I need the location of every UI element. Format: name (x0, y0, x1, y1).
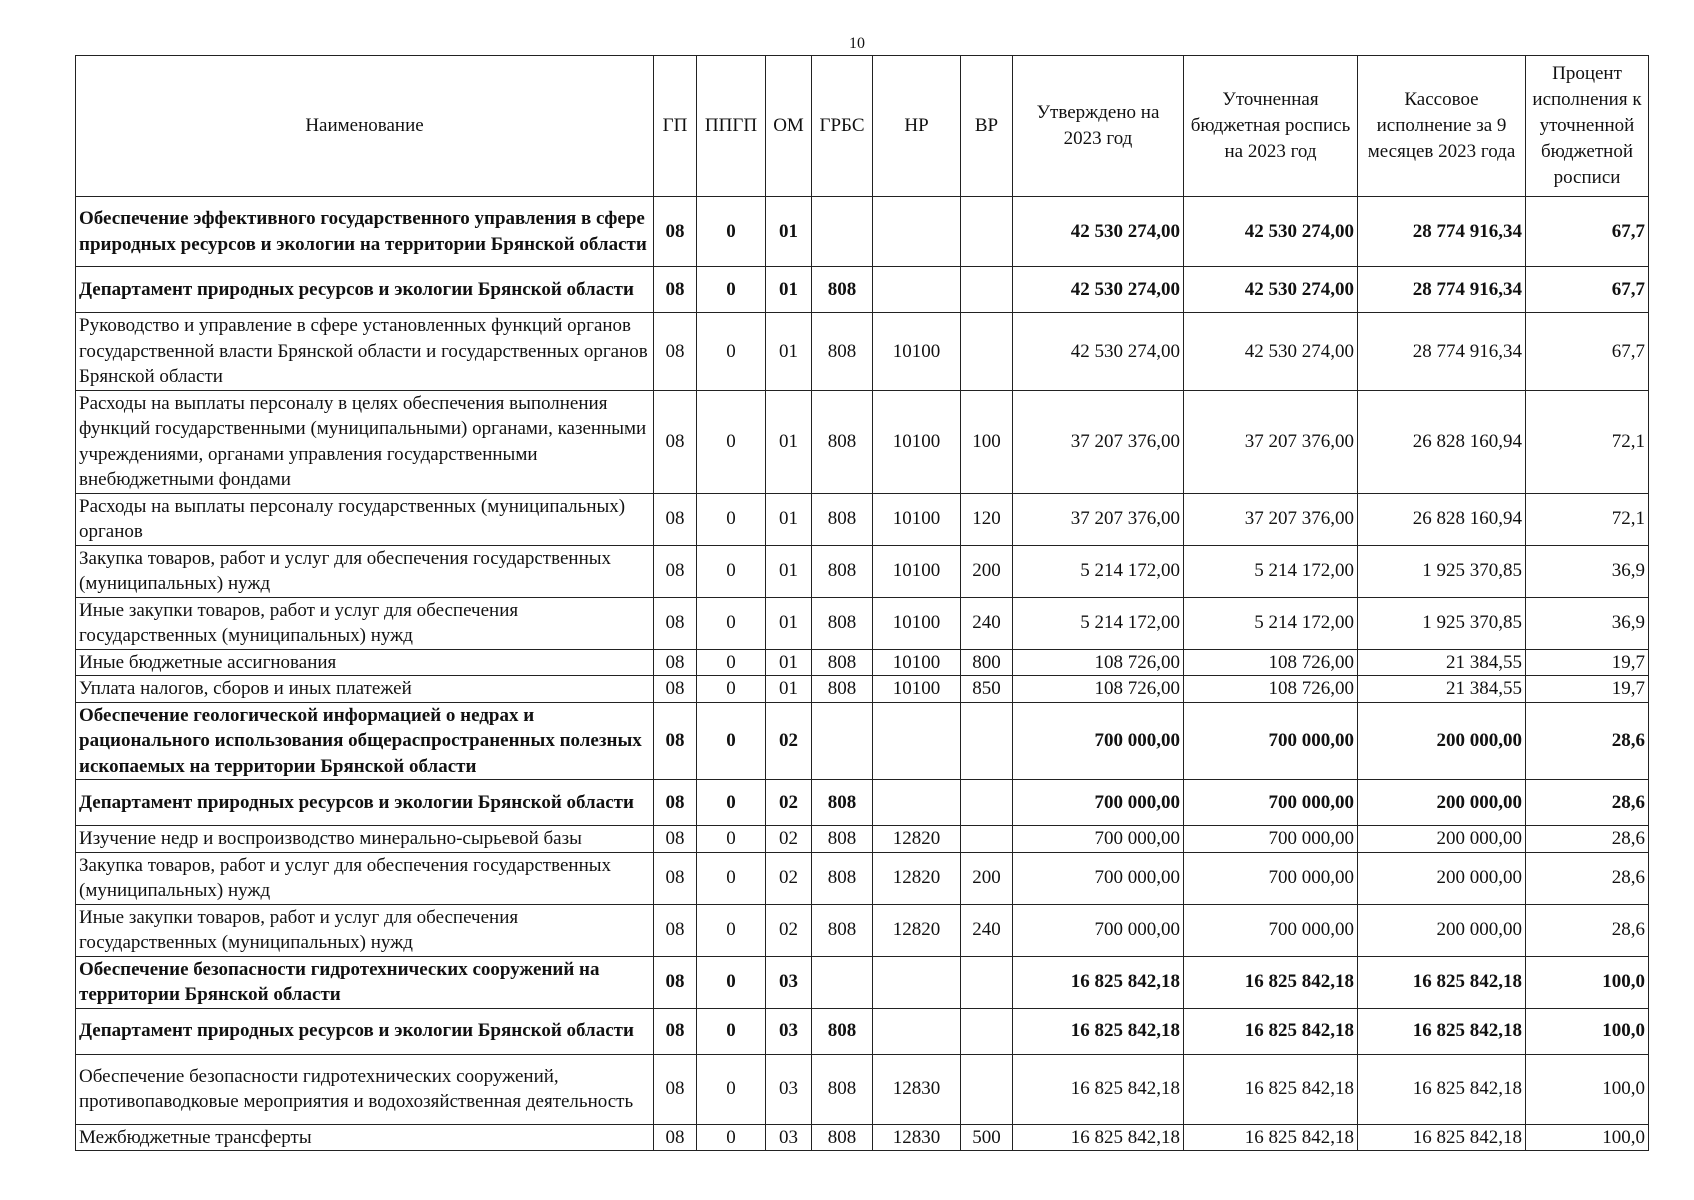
cell-percent: 67,7 (1526, 197, 1649, 267)
cell-percent: 67,7 (1526, 313, 1649, 391)
cell-name: Иные бюджетные ассигнования (76, 649, 654, 676)
cell-vr (961, 1054, 1013, 1124)
table-body (76, 197, 1649, 1151)
cell-cash: 1 925 370,85 (1358, 545, 1526, 597)
cell-om: 01 (766, 267, 812, 313)
header-vr: ВР (961, 56, 1013, 197)
cell-approved: 108 726,00 (1013, 649, 1184, 676)
cell-vr (961, 826, 1013, 853)
cell-grbs: 808 (812, 313, 873, 391)
cell-grbs: 808 (812, 676, 873, 703)
cell-gp: 08 (654, 545, 697, 597)
cell-gp: 08 (654, 390, 697, 493)
cell-ppgp: 0 (697, 267, 766, 313)
table-row (76, 702, 1649, 780)
table-row (76, 1124, 1649, 1151)
cell-nr (873, 1008, 961, 1054)
cell-grbs: 808 (812, 1054, 873, 1124)
cell-refined: 5 214 172,00 (1184, 545, 1358, 597)
cell-approved: 5 214 172,00 (1013, 545, 1184, 597)
cell-ppgp: 0 (697, 826, 766, 853)
cell-gp: 08 (654, 1008, 697, 1054)
table-header-row (76, 56, 1649, 197)
cell-name: Иные закупки товаров, работ и услуг для обеспечения государственных (муниципальных) нужд (76, 904, 654, 956)
cell-om: 01 (766, 597, 812, 649)
cell-name: Обеспечение эффективного государственного управления в сфере природных ресурсов и экологии на территории Брянской области (76, 197, 654, 267)
cell-name: Иные закупки товаров, работ и услуг для обеспечения государственных (муниципальных) нужд (76, 597, 654, 649)
cell-gp: 08 (654, 1124, 697, 1151)
cell-refined: 16 825 842,18 (1184, 1054, 1358, 1124)
cell-percent: 36,9 (1526, 597, 1649, 649)
cell-gp: 08 (654, 826, 697, 853)
cell-om: 03 (766, 1008, 812, 1054)
cell-refined: 37 207 376,00 (1184, 390, 1358, 493)
cell-cash: 26 828 160,94 (1358, 493, 1526, 545)
cell-vr (961, 267, 1013, 313)
cell-grbs: 808 (812, 267, 873, 313)
table-row (76, 780, 1649, 826)
cell-ppgp: 0 (697, 780, 766, 826)
table-row (76, 1054, 1649, 1124)
cell-cash: 200 000,00 (1358, 702, 1526, 780)
cell-approved: 700 000,00 (1013, 904, 1184, 956)
cell-percent: 72,1 (1526, 390, 1649, 493)
cell-cash: 16 825 842,18 (1358, 1008, 1526, 1054)
header-grbs: ГРБС (812, 56, 873, 197)
cell-gp: 08 (654, 493, 697, 545)
cell-approved: 700 000,00 (1013, 852, 1184, 904)
cell-vr: 800 (961, 649, 1013, 676)
cell-name: Департамент природных ресурсов и экологии Брянской области (76, 267, 654, 313)
cell-refined: 700 000,00 (1184, 702, 1358, 780)
cell-om: 01 (766, 493, 812, 545)
cell-cash: 28 774 916,34 (1358, 267, 1526, 313)
cell-approved: 42 530 274,00 (1013, 197, 1184, 267)
cell-grbs: 808 (812, 649, 873, 676)
cell-gp: 08 (654, 852, 697, 904)
cell-ppgp: 0 (697, 597, 766, 649)
cell-vr (961, 702, 1013, 780)
cell-name: Закупка товаров, работ и услуг для обеспечения государственных (муниципальных) нужд (76, 852, 654, 904)
cell-refined: 16 825 842,18 (1184, 1124, 1358, 1151)
cell-approved: 700 000,00 (1013, 826, 1184, 853)
cell-approved: 700 000,00 (1013, 780, 1184, 826)
header-om: ОМ (766, 56, 812, 197)
cell-vr: 850 (961, 676, 1013, 703)
table-row (76, 676, 1649, 703)
cell-grbs: 808 (812, 904, 873, 956)
cell-refined: 108 726,00 (1184, 649, 1358, 676)
cell-om: 02 (766, 852, 812, 904)
cell-approved: 16 825 842,18 (1013, 1054, 1184, 1124)
cell-name: Расходы на выплаты персоналу государственных (муниципальных) органов (76, 493, 654, 545)
cell-cash: 21 384,55 (1358, 676, 1526, 703)
cell-vr: 120 (961, 493, 1013, 545)
cell-nr (873, 702, 961, 780)
cell-ppgp: 0 (697, 1008, 766, 1054)
cell-gp: 08 (654, 676, 697, 703)
cell-vr: 240 (961, 904, 1013, 956)
cell-refined: 42 530 274,00 (1184, 313, 1358, 391)
cell-nr (873, 956, 961, 1008)
cell-nr: 10100 (873, 597, 961, 649)
cell-cash: 1 925 370,85 (1358, 597, 1526, 649)
cell-ppgp: 0 (697, 390, 766, 493)
cell-grbs: 808 (812, 493, 873, 545)
table-row (76, 197, 1649, 267)
cell-name: Уплата налогов, сборов и иных платежей (76, 676, 654, 703)
cell-grbs: 808 (812, 597, 873, 649)
header-cash: Кассовое исполнение за 9 месяцев 2023 года (1358, 56, 1526, 197)
cell-approved: 16 825 842,18 (1013, 1124, 1184, 1151)
cell-om: 01 (766, 676, 812, 703)
cell-cash: 200 000,00 (1358, 852, 1526, 904)
cell-cash: 21 384,55 (1358, 649, 1526, 676)
cell-approved: 108 726,00 (1013, 676, 1184, 703)
cell-approved: 16 825 842,18 (1013, 1008, 1184, 1054)
cell-approved: 37 207 376,00 (1013, 390, 1184, 493)
cell-refined: 700 000,00 (1184, 780, 1358, 826)
cell-vr: 100 (961, 390, 1013, 493)
cell-refined: 700 000,00 (1184, 904, 1358, 956)
cell-ppgp: 0 (697, 956, 766, 1008)
cell-nr: 12820 (873, 852, 961, 904)
cell-gp: 08 (654, 780, 697, 826)
cell-approved: 700 000,00 (1013, 702, 1184, 780)
cell-ppgp: 0 (697, 649, 766, 676)
cell-percent: 67,7 (1526, 267, 1649, 313)
cell-grbs: 808 (812, 390, 873, 493)
table-row (76, 852, 1649, 904)
table-row (76, 597, 1649, 649)
cell-grbs: 808 (812, 1124, 873, 1151)
cell-refined: 700 000,00 (1184, 852, 1358, 904)
cell-nr: 10100 (873, 676, 961, 703)
cell-refined: 5 214 172,00 (1184, 597, 1358, 649)
table-row (76, 313, 1649, 391)
cell-ppgp: 0 (697, 852, 766, 904)
cell-nr: 10100 (873, 390, 961, 493)
header-percent: Процент исполнения к уточненной бюджетной росписи (1526, 56, 1649, 197)
cell-name: Закупка товаров, работ и услуг для обеспечения государственных (муниципальных) нужд (76, 545, 654, 597)
cell-nr: 12820 (873, 826, 961, 853)
cell-percent: 19,7 (1526, 649, 1649, 676)
cell-grbs (812, 197, 873, 267)
cell-cash: 16 825 842,18 (1358, 1124, 1526, 1151)
cell-name: Обеспечение безопасности гидротехнических сооружений, противопаводковые мероприятия и водохозяйственная деятельность (76, 1054, 654, 1124)
cell-approved: 42 530 274,00 (1013, 267, 1184, 313)
cell-percent: 28,6 (1526, 904, 1649, 956)
cell-name: Обеспечение безопасности гидротехнических сооружений на территории Брянской области (76, 956, 654, 1008)
cell-nr: 10100 (873, 493, 961, 545)
cell-cash: 16 825 842,18 (1358, 1054, 1526, 1124)
cell-nr (873, 197, 961, 267)
cell-ppgp: 0 (697, 545, 766, 597)
cell-vr: 200 (961, 852, 1013, 904)
cell-om: 01 (766, 197, 812, 267)
cell-cash: 200 000,00 (1358, 904, 1526, 956)
cell-nr (873, 780, 961, 826)
cell-cash: 16 825 842,18 (1358, 956, 1526, 1008)
cell-ppgp: 0 (697, 676, 766, 703)
cell-grbs: 808 (812, 545, 873, 597)
cell-gp: 08 (654, 197, 697, 267)
cell-percent: 28,6 (1526, 780, 1649, 826)
header-nr: НР (873, 56, 961, 197)
cell-cash: 200 000,00 (1358, 826, 1526, 853)
header-refined: Уточненная бюджетная роспись на 2023 год (1184, 56, 1358, 197)
cell-nr: 12820 (873, 904, 961, 956)
header-approved: Утверждено на 2023 год (1013, 56, 1184, 197)
cell-refined: 16 825 842,18 (1184, 956, 1358, 1008)
cell-cash: 200 000,00 (1358, 780, 1526, 826)
cell-ppgp: 0 (697, 197, 766, 267)
table-row (76, 649, 1649, 676)
cell-percent: 28,6 (1526, 702, 1649, 780)
cell-refined: 42 530 274,00 (1184, 197, 1358, 267)
cell-cash: 26 828 160,94 (1358, 390, 1526, 493)
cell-name: Обеспечение геологической информацией о недрах и рационального использования общераспространенных полезных ископаемых на территории Брянской области (76, 702, 654, 780)
cell-percent: 100,0 (1526, 956, 1649, 1008)
cell-vr (961, 1008, 1013, 1054)
cell-refined: 37 207 376,00 (1184, 493, 1358, 545)
cell-vr (961, 780, 1013, 826)
cell-gp: 08 (654, 313, 697, 391)
cell-grbs (812, 702, 873, 780)
cell-percent: 28,6 (1526, 852, 1649, 904)
cell-grbs: 808 (812, 852, 873, 904)
cell-refined: 42 530 274,00 (1184, 267, 1358, 313)
cell-grbs (812, 956, 873, 1008)
cell-gp: 08 (654, 267, 697, 313)
cell-grbs: 808 (812, 1008, 873, 1054)
cell-nr: 12830 (873, 1054, 961, 1124)
cell-om: 01 (766, 649, 812, 676)
table-row (76, 904, 1649, 956)
cell-om: 02 (766, 780, 812, 826)
cell-approved: 5 214 172,00 (1013, 597, 1184, 649)
cell-nr: 10100 (873, 313, 961, 391)
cell-ppgp: 0 (697, 493, 766, 545)
cell-name: Департамент природных ресурсов и экологии Брянской области (76, 1008, 654, 1054)
cell-percent: 100,0 (1526, 1008, 1649, 1054)
cell-name: Изучение недр и воспроизводство минерально-сырьевой базы (76, 826, 654, 853)
cell-vr: 240 (961, 597, 1013, 649)
cell-om: 03 (766, 956, 812, 1008)
cell-om: 03 (766, 1124, 812, 1151)
cell-ppgp: 0 (697, 1124, 766, 1151)
cell-ppgp: 0 (697, 904, 766, 956)
cell-ppgp: 0 (697, 1054, 766, 1124)
cell-grbs: 808 (812, 826, 873, 853)
cell-om: 03 (766, 1054, 812, 1124)
cell-nr: 10100 (873, 545, 961, 597)
cell-refined: 108 726,00 (1184, 676, 1358, 703)
cell-gp: 08 (654, 649, 697, 676)
cell-approved: 16 825 842,18 (1013, 956, 1184, 1008)
cell-name: Департамент природных ресурсов и экологии Брянской области (76, 780, 654, 826)
cell-percent: 28,6 (1526, 826, 1649, 853)
cell-approved: 42 530 274,00 (1013, 313, 1184, 391)
cell-nr (873, 267, 961, 313)
cell-vr: 500 (961, 1124, 1013, 1151)
cell-vr (961, 956, 1013, 1008)
cell-ppgp: 0 (697, 313, 766, 391)
cell-om: 02 (766, 826, 812, 853)
cell-ppgp: 0 (697, 702, 766, 780)
table-row (76, 390, 1649, 493)
table-row (76, 493, 1649, 545)
cell-nr: 12830 (873, 1124, 961, 1151)
cell-vr (961, 197, 1013, 267)
cell-gp: 08 (654, 702, 697, 780)
cell-om: 01 (766, 313, 812, 391)
cell-om: 02 (766, 904, 812, 956)
table-row (76, 956, 1649, 1008)
table-row (76, 267, 1649, 313)
cell-gp: 08 (654, 1054, 697, 1124)
header-gp: ГП (654, 56, 697, 197)
table-row (76, 826, 1649, 853)
table-row (76, 1008, 1649, 1054)
header-ppgp: ППГП (697, 56, 766, 197)
cell-name: Руководство и управление в сфере установленных функций органов государственной власти Брянской области и государственных органов Брянской области (76, 313, 654, 391)
cell-percent: 100,0 (1526, 1054, 1649, 1124)
header-name: Наименование (76, 56, 654, 197)
cell-grbs: 808 (812, 780, 873, 826)
cell-om: 02 (766, 702, 812, 780)
cell-cash: 28 774 916,34 (1358, 313, 1526, 391)
cell-refined: 700 000,00 (1184, 826, 1358, 853)
cell-vr (961, 313, 1013, 391)
cell-refined: 16 825 842,18 (1184, 1008, 1358, 1054)
cell-om: 01 (766, 545, 812, 597)
table-row (76, 545, 1649, 597)
cell-om: 01 (766, 390, 812, 493)
cell-gp: 08 (654, 904, 697, 956)
cell-name: Межбюджетные трансферты (76, 1124, 654, 1151)
cell-nr: 10100 (873, 649, 961, 676)
cell-vr: 200 (961, 545, 1013, 597)
cell-percent: 36,9 (1526, 545, 1649, 597)
cell-gp: 08 (654, 956, 697, 1008)
budget-execution-table (75, 55, 1649, 1151)
page-number: 10 (849, 35, 865, 52)
cell-cash: 28 774 916,34 (1358, 197, 1526, 267)
cell-percent: 19,7 (1526, 676, 1649, 703)
cell-percent: 72,1 (1526, 493, 1649, 545)
cell-percent: 100,0 (1526, 1124, 1649, 1151)
cell-approved: 37 207 376,00 (1013, 493, 1184, 545)
cell-name: Расходы на выплаты персоналу в целях обеспечения выполнения функций государственными (муниципальными) органами, казенными учреждениями, органами управления государственными внебюджетными фондами (76, 390, 654, 493)
cell-gp: 08 (654, 597, 697, 649)
